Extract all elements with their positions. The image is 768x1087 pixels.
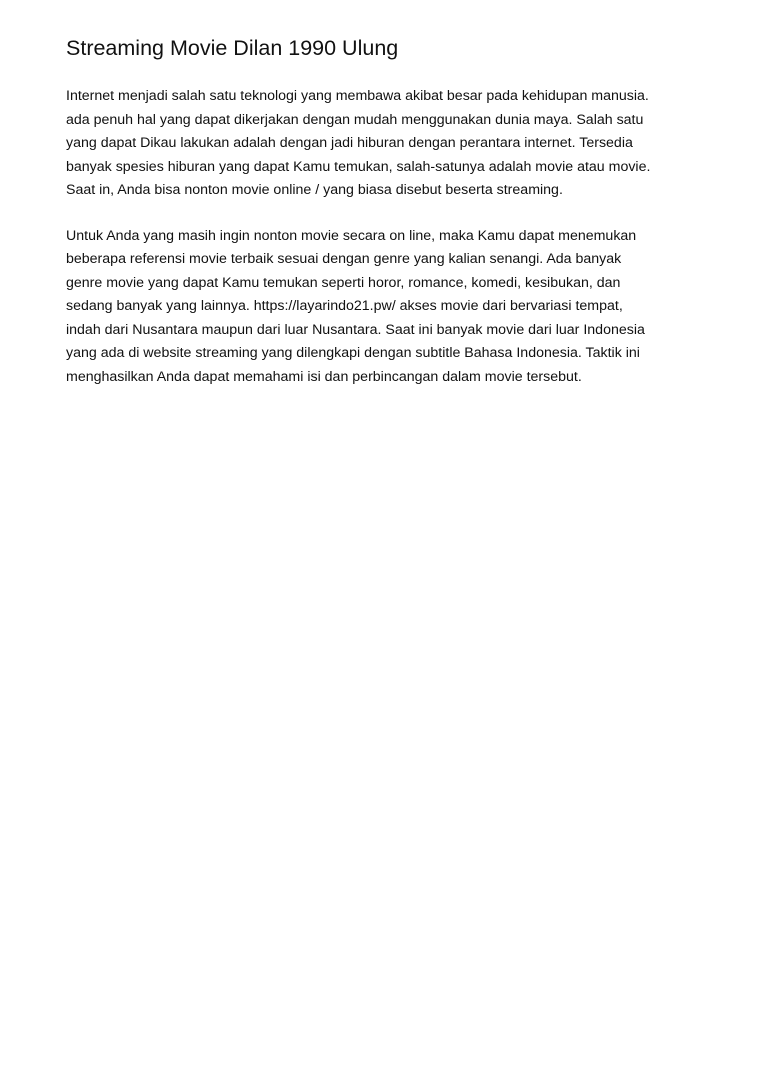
paragraph-line: ada penuh hal yang dapat dikerjakan dengan mudah menggunakan dunia maya. Salah satu bbox=[66, 111, 644, 128]
paragraph-line: Internet menjadi salah satu teknologi yang membawa akibat besar pada kehidupan manusia. bbox=[66, 88, 649, 104]
paragraph-line: beberapa referensi movie terbaik sesuai dengan genre yang kalian senangi. Ada banyak bbox=[66, 251, 622, 267]
paragraph-line: yang dapat Dikau lakukan adalah dengan jadi hiburan dengan perantara internet. Tersedia bbox=[66, 135, 633, 151]
paragraph-2 bbox=[66, 225, 706, 390]
document-title: Streaming Movie Dilan 1990 Ulung bbox=[66, 36, 399, 60]
paragraph-line: Saat in, Anda bisa nonton movie online / yang biasa disebut beserta streaming. bbox=[66, 182, 563, 198]
paragraph-line: yang ada di website streaming yang dilengkapi dengan subtitle Bahasa Indonesia. Taktik ini bbox=[66, 345, 640, 361]
document-content bbox=[66, 33, 706, 389]
paragraph-line: menghasilkan Anda dapat memahami isi dan perbincangan dalam movie tersebut. bbox=[66, 368, 582, 385]
paragraph-line: Untuk Anda yang masih ingin nonton movie secara on line, maka Kamu dapat menemukan bbox=[66, 227, 637, 244]
paragraph-line: banyak spesies hiburan yang dapat Kamu temukan, salah-satunya adalah movie atau movie. bbox=[66, 158, 651, 175]
paragraph-line: genre movie yang dapat Kamu temukan seperti horor, romance, komedi, kesibukan, dan bbox=[66, 274, 621, 291]
paragraph-1 bbox=[66, 85, 706, 203]
paragraph-line: sedang banyak yang lainnya. https://layarindo21.pw/ akses movie dari bervariasi tempat, bbox=[66, 298, 623, 314]
paragraph-line: indah dari Nusantara maupun dari luar Nusantara. Saat ini banyak movie dari luar Indonesia bbox=[66, 321, 645, 338]
